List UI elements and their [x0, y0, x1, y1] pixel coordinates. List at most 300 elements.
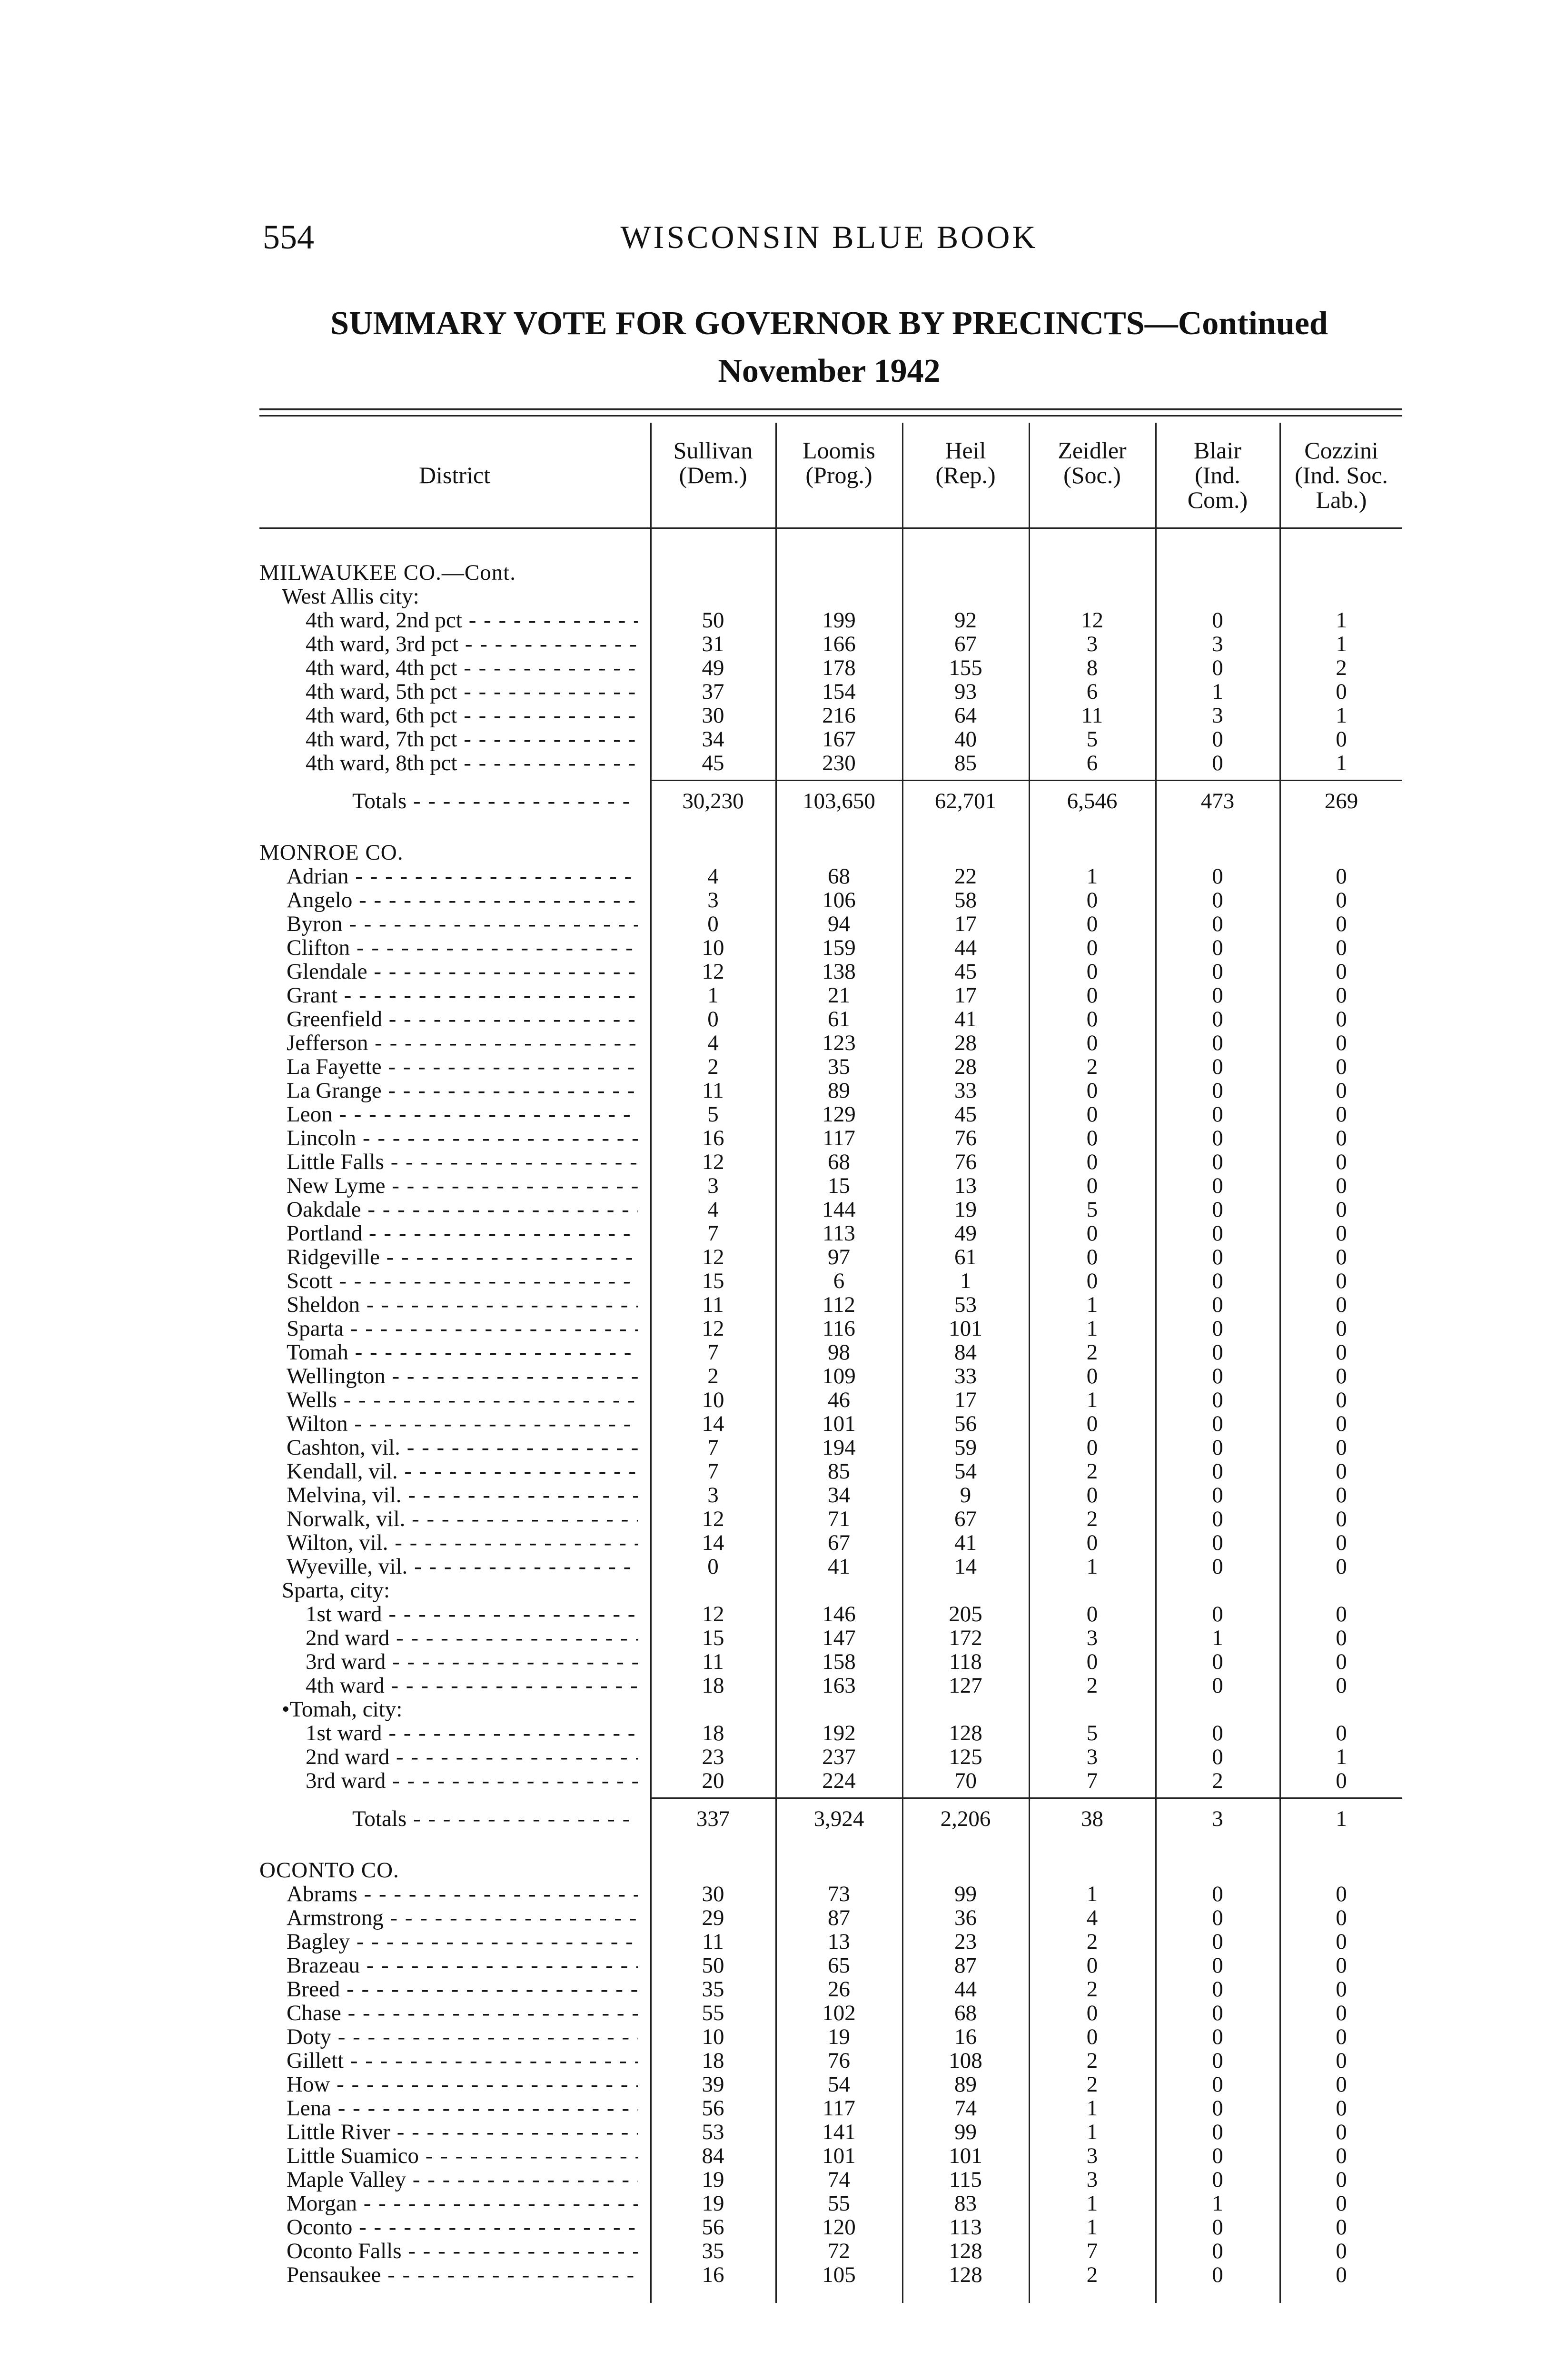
vote-cell: 0 — [1086, 912, 1098, 936]
vote-cell: 0 — [1212, 1078, 1223, 1103]
vote-cell: 31 — [702, 632, 724, 656]
vote-cell: 192 — [822, 1721, 856, 1745]
totals-row — [0, 1807, 1546, 1831]
vote-cell: 12 — [702, 1150, 724, 1174]
table-row — [0, 1531, 1546, 1555]
table-row — [0, 1602, 1546, 1626]
vote-cell: 1 — [1086, 2120, 1098, 2144]
vote-cell: 2 — [1086, 2072, 1098, 2097]
vote-cell: 3,924 — [813, 1806, 864, 1831]
vote-cell: 0 — [1212, 751, 1223, 775]
vote-cell: 0 — [1086, 1953, 1098, 1978]
page-number: 554 — [263, 218, 314, 256]
table-row — [0, 1269, 1546, 1293]
vote-cell: 10 — [702, 935, 724, 960]
table-row — [0, 680, 1546, 704]
vote-cell: 14 — [702, 1411, 724, 1436]
vote-cell: 15 — [702, 1626, 724, 1650]
vote-cell: 0 — [1336, 1953, 1347, 1978]
vote-cell: 13 — [828, 1929, 850, 1954]
vote-cell: 2 — [1086, 2262, 1098, 2287]
table-row — [0, 1174, 1546, 1198]
vote-cell: 0 — [1336, 1340, 1347, 1365]
vote-cell: 10 — [702, 1388, 724, 1412]
vote-cell: 12 — [702, 1507, 724, 1531]
vote-cell: 117 — [823, 2096, 855, 2121]
vote-cell: 0 — [1336, 888, 1347, 912]
table-row — [0, 2073, 1546, 2096]
district-name: Portland - - - — [287, 1221, 638, 1245]
vote-cell: 67 — [828, 1530, 850, 1555]
vote-cell: 1 — [1086, 2191, 1098, 2216]
vote-cell: 0 — [1212, 655, 1223, 680]
vote-cell: 89 — [828, 1078, 850, 1103]
table-row — [0, 2001, 1546, 2025]
table-row — [0, 1055, 1546, 1079]
vote-cell: 41 — [954, 1007, 977, 1031]
vote-cell: 0 — [1212, 1530, 1223, 1555]
vote-cell: 0 — [1086, 2024, 1098, 2049]
column-header-candidate — [776, 438, 902, 487]
vote-cell: 34 — [828, 1483, 850, 1507]
top-rule — [259, 408, 1402, 410]
vote-cell: 8 — [1086, 655, 1098, 680]
vote-cell: 70 — [954, 1768, 977, 1793]
vote-cell: 144 — [822, 1197, 856, 1222]
vote-cell: 0 — [1336, 1173, 1347, 1198]
vote-cell: 67 — [954, 1507, 977, 1531]
vote-cell: 76 — [954, 1150, 977, 1174]
column-header-district: District — [419, 462, 490, 488]
table-row — [0, 2215, 1546, 2239]
vote-cell: 2 — [707, 1054, 719, 1079]
vote-cell: 154 — [822, 679, 856, 704]
vote-cell: 0 — [1212, 1007, 1223, 1031]
vote-cell: 108 — [949, 2048, 982, 2073]
table-row — [0, 2144, 1546, 2168]
vote-cell: 5 — [1086, 1197, 1098, 1222]
vote-cell: 0 — [1336, 1649, 1347, 1674]
vote-cell: 5 — [1086, 1721, 1098, 1745]
vote-cell: 1 — [1336, 703, 1347, 728]
vote-cell: 0 — [1212, 1649, 1223, 1674]
table-row — [0, 704, 1546, 727]
vote-cell: 99 — [954, 2120, 977, 2144]
vote-cell: 4 — [707, 1031, 719, 1055]
district-name: 4th ward, 6th pct - - - — [306, 704, 638, 727]
book-title: WISCONSIN BLUE BOOK — [620, 219, 1038, 255]
vote-cell: 0 — [1336, 2048, 1347, 2073]
vote-cell: 199 — [822, 608, 856, 633]
vote-cell: 3 — [707, 1173, 719, 1198]
table-row — [0, 864, 1546, 888]
county-heading — [0, 841, 1546, 864]
vote-cell: 7 — [1086, 1768, 1098, 1793]
district-name: 2nd ward - - - — [306, 1626, 638, 1650]
vote-cell: 0 — [1212, 1388, 1223, 1412]
vote-cell: 0 — [1212, 1435, 1223, 1460]
vote-cell: 2 — [1086, 1054, 1098, 1079]
vote-cell: 0 — [1336, 2262, 1347, 2287]
vote-cell: 0 — [707, 1007, 719, 1031]
vote-cell: 26 — [828, 1977, 850, 2002]
table-row — [0, 1126, 1546, 1150]
district-name: Little Falls - - - — [287, 1150, 638, 1174]
vote-cell: 46 — [828, 1388, 850, 1412]
vote-cell: 55 — [828, 2191, 850, 2216]
table-row — [0, 2096, 1546, 2120]
vote-cell: 103,650 — [803, 789, 875, 813]
district-name: Brazeau - - - — [287, 1954, 638, 1977]
vote-cell: 0 — [1336, 1483, 1347, 1507]
district-name: 3rd ward - - - — [306, 1769, 638, 1793]
vote-cell: 84 — [702, 2143, 724, 2168]
vote-cell: 14 — [702, 1530, 724, 1555]
vote-cell: 84 — [954, 1340, 977, 1365]
table-row — [0, 1507, 1546, 1531]
vote-cell: 216 — [822, 703, 856, 728]
column-header-line: (Dem.) — [679, 462, 747, 488]
district-name: Lena - - - — [287, 2096, 638, 2120]
vote-cell: 59 — [954, 1435, 977, 1460]
vote-cell: 194 — [822, 1435, 856, 1460]
table-row — [0, 983, 1546, 1007]
table-row — [0, 1977, 1546, 2001]
vote-cell: 61 — [954, 1245, 977, 1269]
vote-cell: 473 — [1200, 789, 1235, 813]
vote-cell: 0 — [1086, 1483, 1098, 1507]
district-name: Leon - - - — [287, 1102, 638, 1126]
vote-cell: 125 — [949, 1745, 982, 1769]
vote-cell: 23 — [702, 1745, 724, 1769]
district-name: Clifton - - - — [287, 936, 638, 960]
vote-cell: 7 — [707, 1459, 719, 1484]
vote-cell: 0 — [1086, 1007, 1098, 1031]
subtotal-rule — [650, 1797, 1402, 1799]
vote-cell: 2 — [1086, 1459, 1098, 1484]
vote-cell: 40 — [954, 727, 977, 752]
table-row — [0, 608, 1546, 632]
vote-cell: 224 — [822, 1768, 856, 1793]
table-row — [0, 2168, 1546, 2192]
vote-cell: 0 — [1336, 1031, 1347, 1055]
district-name: Greenfield - - - — [287, 1007, 638, 1031]
vote-cell: 71 — [828, 1507, 850, 1531]
table-row — [0, 912, 1546, 936]
column-header-line: Zeidler — [1058, 437, 1127, 464]
vote-cell: 12 — [702, 1602, 724, 1626]
vote-cell: 0 — [1212, 1173, 1223, 1198]
vote-cell: 44 — [954, 935, 977, 960]
vote-cell: 0 — [1336, 2001, 1347, 2025]
vote-cell: 112 — [823, 1292, 855, 1317]
vote-cell: 0 — [1212, 1031, 1223, 1055]
vote-cell: 0 — [1212, 983, 1223, 1008]
vote-cell: 3 — [707, 1483, 719, 1507]
vote-cell: 37 — [702, 679, 724, 704]
vote-cell: 0 — [1212, 2072, 1223, 2097]
vote-cell: 29 — [702, 1905, 724, 1930]
vote-cell: 0 — [1336, 1602, 1347, 1626]
vote-cell: 28 — [954, 1031, 977, 1055]
vote-cell: 0 — [1336, 1126, 1347, 1150]
table-row — [0, 1769, 1546, 1793]
vote-cell: 159 — [822, 935, 856, 960]
district-name: New Lyme - - - — [287, 1174, 638, 1198]
vote-cell: 38 — [1081, 1806, 1103, 1831]
vote-cell: 0 — [1212, 864, 1223, 889]
vote-cell: 83 — [954, 2191, 977, 2216]
vote-cell: 12 — [702, 1316, 724, 1341]
vote-cell: 172 — [949, 1626, 982, 1650]
vote-cell: 0 — [1086, 888, 1098, 912]
vote-cell: 0 — [1336, 1905, 1347, 1930]
vote-cell: 105 — [822, 2262, 856, 2287]
vote-cell: 54 — [828, 2072, 850, 2097]
vote-cell: 155 — [949, 655, 982, 680]
vote-cell: 101 — [949, 1316, 982, 1341]
column-header-candidate — [1030, 438, 1155, 487]
vote-cell: 0 — [1086, 959, 1098, 984]
vote-cell: 23 — [954, 1929, 977, 1954]
district-name: 4th ward, 2nd pct - - - — [306, 608, 638, 632]
vote-cell: 0 — [1212, 1721, 1223, 1745]
district-name: Cashton, vil. - - - — [287, 1436, 638, 1459]
district-name: Wilton, vil. - - - — [287, 1531, 638, 1555]
vote-cell: 3 — [1086, 1626, 1098, 1650]
table-row — [0, 1293, 1546, 1317]
district-name: Maple Valley - - - — [287, 2168, 638, 2192]
vote-cell: 128 — [949, 1721, 982, 1745]
column-header-line: (Ind. — [1195, 462, 1240, 488]
vote-cell: 30 — [702, 703, 724, 728]
district-name: 4th ward, 5th pct - - - — [306, 680, 638, 704]
vote-cell: 3 — [1086, 2143, 1098, 2168]
district-name: Totals - - - — [352, 789, 638, 813]
vote-cell: 0 — [1212, 2167, 1223, 2192]
district-name: Gillett - - - — [287, 2049, 638, 2073]
vote-cell: 0 — [1336, 1459, 1347, 1484]
vote-cell: 45 — [702, 751, 724, 775]
vote-cell: 0 — [1336, 727, 1347, 752]
vote-cell: 106 — [822, 888, 856, 912]
vote-cell: 0 — [1336, 2239, 1347, 2263]
vote-cell: 0 — [1086, 1602, 1098, 1626]
vote-cell: 0 — [1336, 2024, 1347, 2049]
vote-cell: 7 — [707, 1435, 719, 1460]
district-name: Kendall, vil. - - - — [287, 1459, 638, 1483]
vote-cell: 0 — [1086, 1435, 1098, 1460]
vote-cell: 41 — [954, 1530, 977, 1555]
district-name: Melvina, vil. - - - — [287, 1483, 638, 1507]
vote-cell: 53 — [702, 2120, 724, 2144]
vote-cell: 0 — [1212, 1269, 1223, 1293]
table-row — [0, 1007, 1546, 1031]
table-row — [0, 888, 1546, 912]
vote-cell: 1 — [707, 983, 719, 1008]
district-name: Sparta, city: — [282, 1578, 390, 1602]
vote-cell: 0 — [1212, 1882, 1223, 1906]
vote-cell: 72 — [828, 2239, 850, 2263]
vote-cell: 11 — [702, 1649, 724, 1674]
table-row — [0, 585, 1546, 608]
vote-cell: 6 — [1086, 751, 1098, 775]
district-name: 1st ward - - - — [306, 1721, 638, 1745]
vote-cell: 20 — [702, 1768, 724, 1793]
vote-cell: 85 — [828, 1459, 850, 1484]
vote-cell: 68 — [828, 1150, 850, 1174]
vote-cell: 87 — [954, 1953, 977, 1978]
vote-cell: 50 — [702, 1953, 724, 1978]
vote-cell: 1 — [1336, 632, 1347, 656]
vote-cell: 3 — [1212, 632, 1223, 656]
vote-cell: 6,546 — [1067, 789, 1118, 813]
table-row — [0, 1079, 1546, 1102]
table-row — [0, 632, 1546, 656]
column-header-line: Com.) — [1187, 486, 1248, 513]
vote-cell: 44 — [954, 1977, 977, 2002]
table-row — [0, 1745, 1546, 1769]
table-row — [0, 1340, 1546, 1364]
vote-cell: 98 — [828, 1340, 850, 1365]
vote-cell: 0 — [1212, 2048, 1223, 2073]
district-name: Lincoln - - - — [287, 1126, 638, 1150]
column-header-line: (Ind. Soc. — [1295, 462, 1388, 488]
vote-cell: 115 — [949, 2167, 982, 2192]
district-name: Oconto - - - — [287, 2215, 638, 2239]
table-row — [0, 1930, 1546, 1954]
vote-cell: 7 — [707, 1221, 719, 1246]
vote-cell: 85 — [954, 751, 977, 775]
vote-cell: 0 — [1212, 1507, 1223, 1531]
district-name: Ridgeville - - - — [287, 1245, 638, 1269]
vote-cell: 0 — [1336, 1626, 1347, 1650]
vote-cell: 2 — [1086, 2048, 1098, 2073]
vote-cell: 56 — [702, 2215, 724, 2240]
vote-cell: 92 — [954, 608, 977, 633]
vote-cell: 94 — [828, 912, 850, 936]
column-header-line: Heil — [945, 437, 986, 464]
vote-cell: 2 — [1212, 1768, 1223, 1793]
vote-cell: 18 — [702, 2048, 724, 2073]
vote-cell: 74 — [954, 2096, 977, 2121]
vote-cell: 0 — [1212, 1364, 1223, 1388]
district-name: Angelo - - - — [287, 888, 638, 912]
district-name: Oakdale - - - — [287, 1198, 638, 1221]
vote-cell: 0 — [1212, 608, 1223, 633]
vote-cell: 0 — [1336, 1150, 1347, 1174]
table-row — [0, 2239, 1546, 2263]
vote-cell: 56 — [702, 2096, 724, 2121]
vote-cell: 4 — [1086, 1905, 1098, 1930]
district-name: 3rd ward - - - — [306, 1650, 638, 1674]
vote-cell: 0 — [1336, 1364, 1347, 1388]
vote-cell: 0 — [1212, 2262, 1223, 2287]
vote-cell: 9 — [960, 1483, 971, 1507]
vote-cell: 117 — [823, 1126, 855, 1150]
vote-cell: 0 — [1336, 1388, 1347, 1412]
column-header-line: Sullivan — [673, 437, 753, 464]
vote-cell: 147 — [822, 1626, 856, 1650]
district-name: La Fayette - - - — [287, 1055, 638, 1079]
vote-cell: 0 — [1336, 1245, 1347, 1269]
table-row — [0, 2025, 1546, 2049]
vote-cell: 4 — [707, 864, 719, 889]
vote-cell: 0 — [1086, 1078, 1098, 1103]
vote-cell: 3 — [1086, 2167, 1098, 2192]
vote-cell: 0 — [1212, 727, 1223, 752]
vote-cell: 2 — [1086, 1977, 1098, 2002]
vote-cell: 22 — [954, 864, 977, 889]
vote-cell: 0 — [1336, 959, 1347, 984]
table-row — [0, 1954, 1546, 1977]
vote-cell: 269 — [1324, 789, 1358, 813]
vote-cell: 89 — [954, 2072, 977, 2097]
vote-cell: 163 — [822, 1673, 856, 1698]
district-name: Sheldon - - - — [287, 1293, 638, 1317]
table-row — [0, 1031, 1546, 1055]
vote-cell: 15 — [828, 1173, 850, 1198]
vote-cell: 0 — [1212, 1459, 1223, 1484]
vote-cell: 0 — [1212, 1150, 1223, 1174]
vote-cell: 16 — [702, 2262, 724, 2287]
vote-cell: 64 — [954, 703, 977, 728]
table-row — [0, 1102, 1546, 1126]
table-row — [0, 960, 1546, 983]
vote-cell: 1 — [1086, 2215, 1098, 2240]
vote-cell: 0 — [1212, 1953, 1223, 1978]
table-row — [0, 1150, 1546, 1174]
district-name: Morgan - - - — [287, 2192, 638, 2215]
district-name: Bagley - - - — [287, 1930, 638, 1954]
vote-cell: 39 — [702, 2072, 724, 2097]
vote-cell: 0 — [1212, 959, 1223, 984]
vote-cell: 0 — [1212, 1292, 1223, 1317]
vote-cell: 97 — [828, 1245, 850, 1269]
vote-cell: 0 — [1212, 1554, 1223, 1579]
vote-cell: 62,701 — [934, 789, 997, 813]
table-row — [0, 1436, 1546, 1459]
vote-cell: 0 — [1336, 1554, 1347, 1579]
vote-cell: 127 — [949, 1673, 982, 1698]
table-row — [0, 2263, 1546, 2287]
vote-cell: 1 — [1336, 751, 1347, 775]
vote-cell: 138 — [822, 959, 856, 984]
vote-cell: 0 — [1212, 935, 1223, 960]
vote-cell: 4 — [707, 1197, 719, 1222]
vote-cell: 2,206 — [940, 1806, 991, 1831]
vote-cell: 53 — [954, 1292, 977, 1317]
column-header-line: (Soc.) — [1063, 462, 1121, 488]
vote-cell: 0 — [1212, 2239, 1223, 2263]
vote-cell: 7 — [1086, 2239, 1098, 2263]
vote-cell: 0 — [1086, 1126, 1098, 1150]
vote-cell: 3 — [1212, 703, 1223, 728]
vote-cell: 0 — [1212, 2024, 1223, 2049]
vote-cell: 49 — [702, 655, 724, 680]
vote-cell: 0 — [1336, 1929, 1347, 1954]
county-heading — [0, 1858, 1546, 1882]
table-row — [0, 1882, 1546, 1906]
vote-cell: 0 — [1086, 1031, 1098, 1055]
table-row — [0, 1221, 1546, 1245]
vote-cell: 0 — [1336, 1269, 1347, 1293]
vote-cell: 158 — [822, 1649, 856, 1674]
vote-cell: 0 — [1336, 2120, 1347, 2144]
table-row — [0, 936, 1546, 960]
vote-cell: 0 — [1336, 1316, 1347, 1341]
vote-cell: 0 — [1336, 2215, 1347, 2240]
